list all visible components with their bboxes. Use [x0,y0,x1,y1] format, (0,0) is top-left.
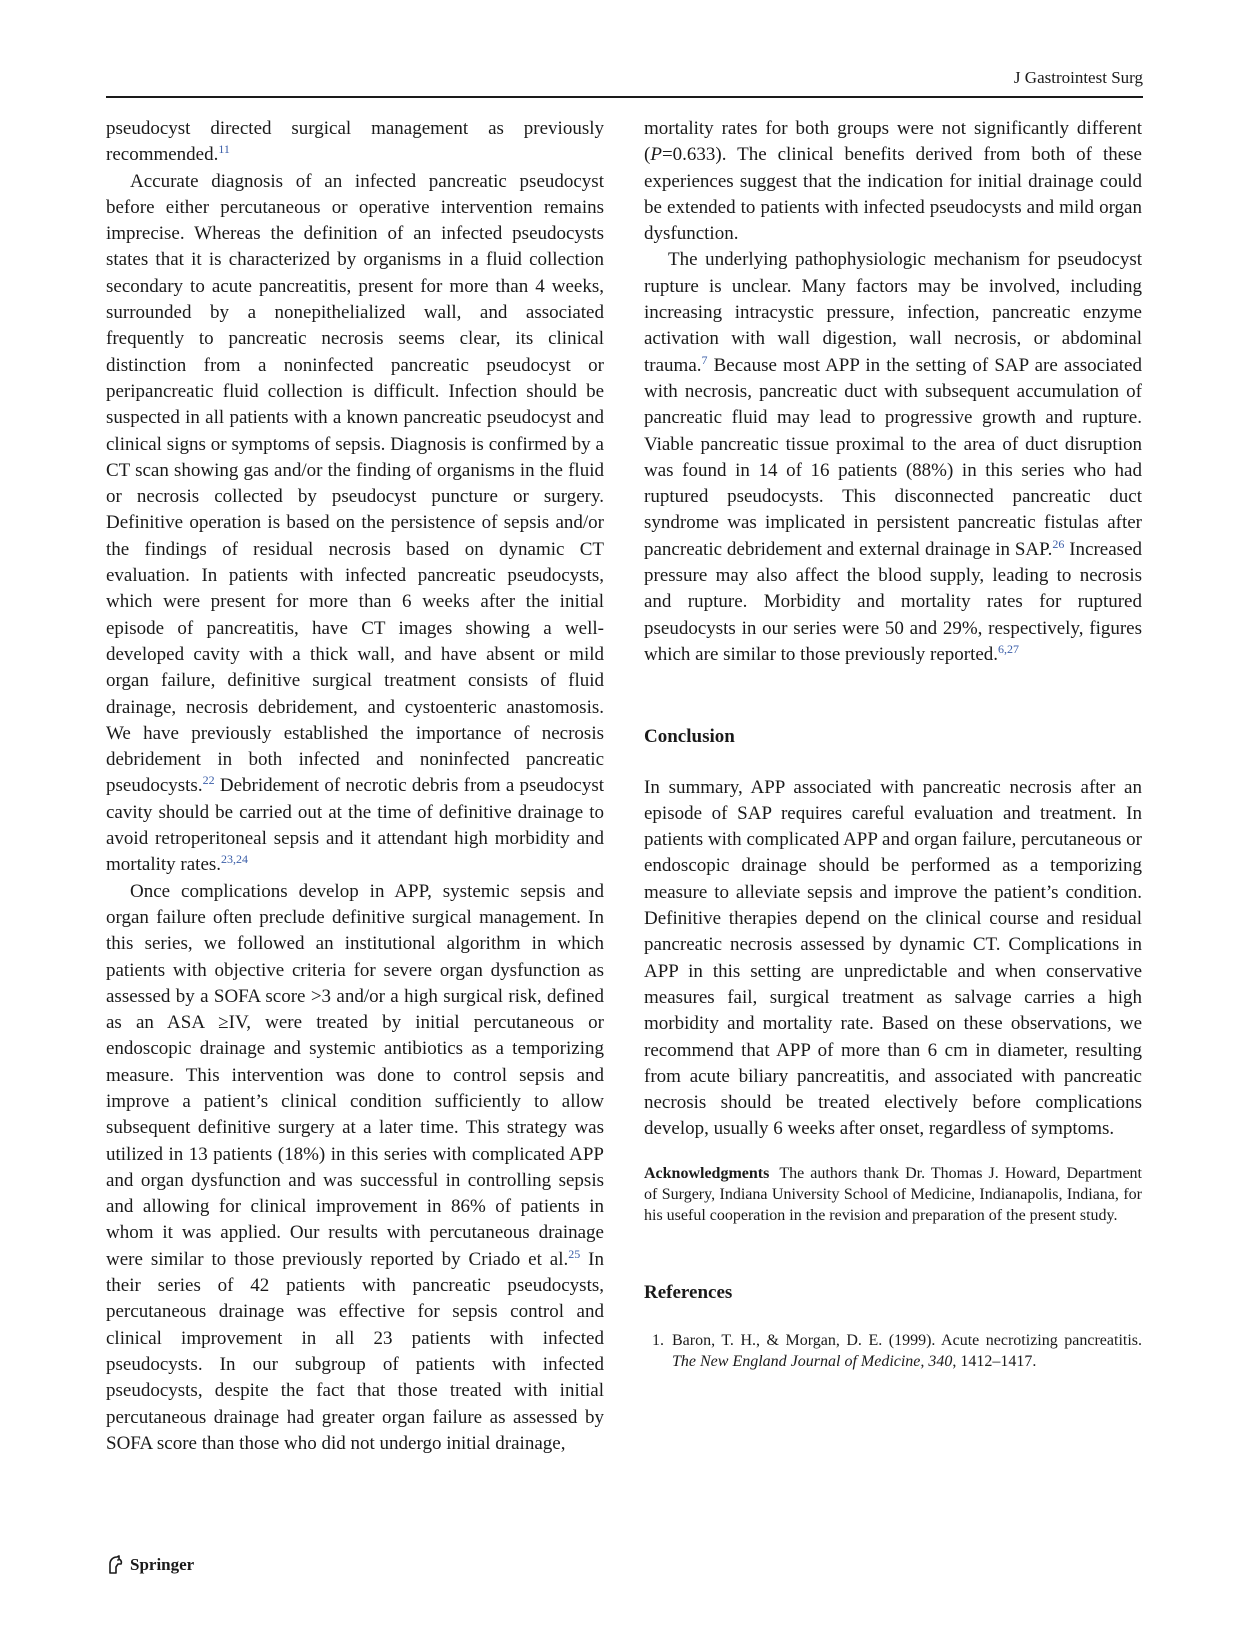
citation-link[interactable]: 11 [218,142,230,157]
conclusion-paragraph: In summary, APP associated with pancreatic necrosis after an episode of SAP requires careful evaluation and treatment. In patients with complicated APP and organ failure, percutaneous or endoscopic drainage should be performed as a temporizing measure to alleviate sepsis and improve the patient’s condition. Definitive therapies depend on the clinical course and residual pancreatic necrosis assessed by dynamic CT. Complications in APP in this setting are unpredictable and when conservative measures fail, surgical treatment as salvage carries a high morbidity and mortality rate. Based on these observations, we recommend that APP of more than 6 cm in diameter, resulting from acute biliary pancreatitis, and associated with pancreatic necrosis should be treated electively before complications develop, usually 6 weeks after onset, regardless of symptoms. [644,776,1142,1140]
reference-pages: , 1412–1417. [952,1352,1037,1370]
running-header [106,64,1143,98]
reference-number: 1. [652,1331,664,1349]
text: Because most APP in the setting of SAP are associated with necrosis, pancreatic duct with subsequent accumulation of pancreatic fluid may lead to progressive growth and rupture. Viable pancreatic tissue proximal to the area of duct disruption was found in 14 of 16 patients (88%) in this series who had ruptured pseudocysts. This disconnected pancreatic duct syndrome was implicated in persistent pancreatic fistulas after pancreatic debridement and external drainage in SAP. [644,354,1142,560]
right-column [644,116,1142,1372]
text: =0.633). The clinical benefits derived from both of these experiences suggest that the indication for initial drainage could be extended to patients with infected pseudocysts and mild organ dysfunction. [644,144,1142,245]
acknowledgments-text: The authors thank Dr. Thomas J. Howard, Department of Surgery, Indiana University School of Medicine, Indianapolis, Indiana, for his useful cooperation in the revision and preparation of the present study. [644,1164,1142,1224]
left-column [106,116,604,1457]
text: Increased pressure may also affect the blood supply, leading to necrosis and rupture. Morbidity and mortality rates for ruptured pseudocysts in our series were 50 and 29%, respectively, figures which are similar to those previously reported. [644,538,1142,665]
reference-authors: Baron, T. H., & Morgan, D. E. (1999). Acute necrotizing pancreatitis. [672,1331,1142,1349]
citation-link[interactable]: 26 [1052,536,1065,551]
paragraph [106,879,604,1458]
journal-name: J Gastrointest Surg [1013,68,1143,87]
text: The underlying pathophysiologic mechanism for pseudocyst rupture is unclear. Many factors may be involved, including increasing intracystic pressure, infection, pancreatic enzyme activation with wall digestion, wall necrosis, or abdominal trauma. [644,249,1142,376]
paragraph [106,116,604,169]
text: In their series of 42 patients with pancreatic pseudocysts, percutaneous drainage was effective for sepsis control and clinical improvement in all 23 patients with infected pseudocysts. In our subgroup of patients with infected pseudocysts, despite the fact that those treated with initial percutaneous drainage had greater organ failure as assessed by SOFA score than those who did not undergo initial drainage, [106,1248,604,1454]
paragraph [106,169,604,879]
reference-text [672,1330,1142,1372]
acknowledgments [644,1163,1142,1226]
text: pseudocyst directed surgical management as previously recommended. [106,118,604,166]
citation-link[interactable]: 23,24 [221,852,249,867]
citation-link[interactable]: 7 [701,352,708,367]
section-heading-references: References [644,1281,733,1303]
publisher-footer [106,1555,194,1575]
springer-horse-icon [106,1555,124,1575]
reference-item [644,1330,1142,1372]
paragraph [644,116,1142,247]
publisher-name: Springer [130,1555,195,1574]
text: Debridement of necrotic debris from a pseudocyst cavity should be carried out at the time of definitive drainage to avoid retroperitoneal sepsis and it attendant high morbidity and mortality rates. [106,775,604,876]
reference-journal: The New England Journal of Medicine, 340 [672,1352,953,1370]
section-heading-conclusion: Conclusion [644,726,735,748]
paragraph [644,247,1142,668]
text: Accurate diagnosis of an infected pancreatic pseudocyst before either percutaneous or operative intervention remains imprecise. Whereas the definition of an infected pseudocysts states that it is characterized by organisms in a fluid collection secondary to acute pancreatitis, present for more than 4 weeks, surrounded by a nonepithelialized wall, and associated frequently to pancreatic necrosis seems clear, its clinical distinction from a noninfected pancreatic pseudocyst or peripancreatic fluid collection is difficult. Infection should be suspected in all patients with a known pancreatic pseudocyst and clinical signs or symptoms of sepsis. Diagnosis is confirmed by a CT scan showing gas and/or the finding of organisms in the fluid or necrosis collected by pseudocyst puncture or surgery. Definitive operation is based on the persistence of sepsis and/or the findings of residual necrosis based on dynamic CT evaluation. In patients with infected pancreatic pseudocysts, which were present for more than 6 weeks after the initial episode of pancreatitis, have CT images showing a well-developed cavity with a thick wall, and have absent or mild organ failure, definitive surgical treatment consists of fluid drainage, necrosis debridement, and cystoenteric anastomosis. We have previously established the importance of necrosis debridement in both infected and noninfected pancreatic pseudocysts. [106,170,604,797]
p-value-symbol: P [650,144,662,166]
acknowledgments-label: Acknowledgments [644,1164,770,1182]
citation-link[interactable]: 6,27 [998,641,1020,656]
reference-list [644,1330,1142,1372]
citation-link[interactable]: 25 [568,1246,581,1261]
text: mortality rates for both groups were not significantly different ( [644,118,1142,166]
text: Once complications develop in APP, systemic sepsis and organ failure often preclude definitive surgical management. In this series, we followed an institutional algorithm in which patients with objective criteria for severe organ dysfunction as assessed by a SOFA score >3 and/or a high surgical risk, defined as an ASA ≥IV, were treated by initial percutaneous or endoscopic drainage and systemic antibiotics as a temporizing measure. This intervention was done to control sepsis and improve a patient’s clinical condition sufficiently to allow subsequent definitive surgery at a later time. This strategy was utilized in 13 patients (18%) in this series with complicated APP and organ dysfunction and was successful in controlling sepsis and allowing for clinical improvement in 86% of patients in whom it was applied. Our results with percutaneous drainage were similar to those previously reported by Criado et al. [106,880,604,1270]
citation-link[interactable]: 22 [202,773,215,788]
